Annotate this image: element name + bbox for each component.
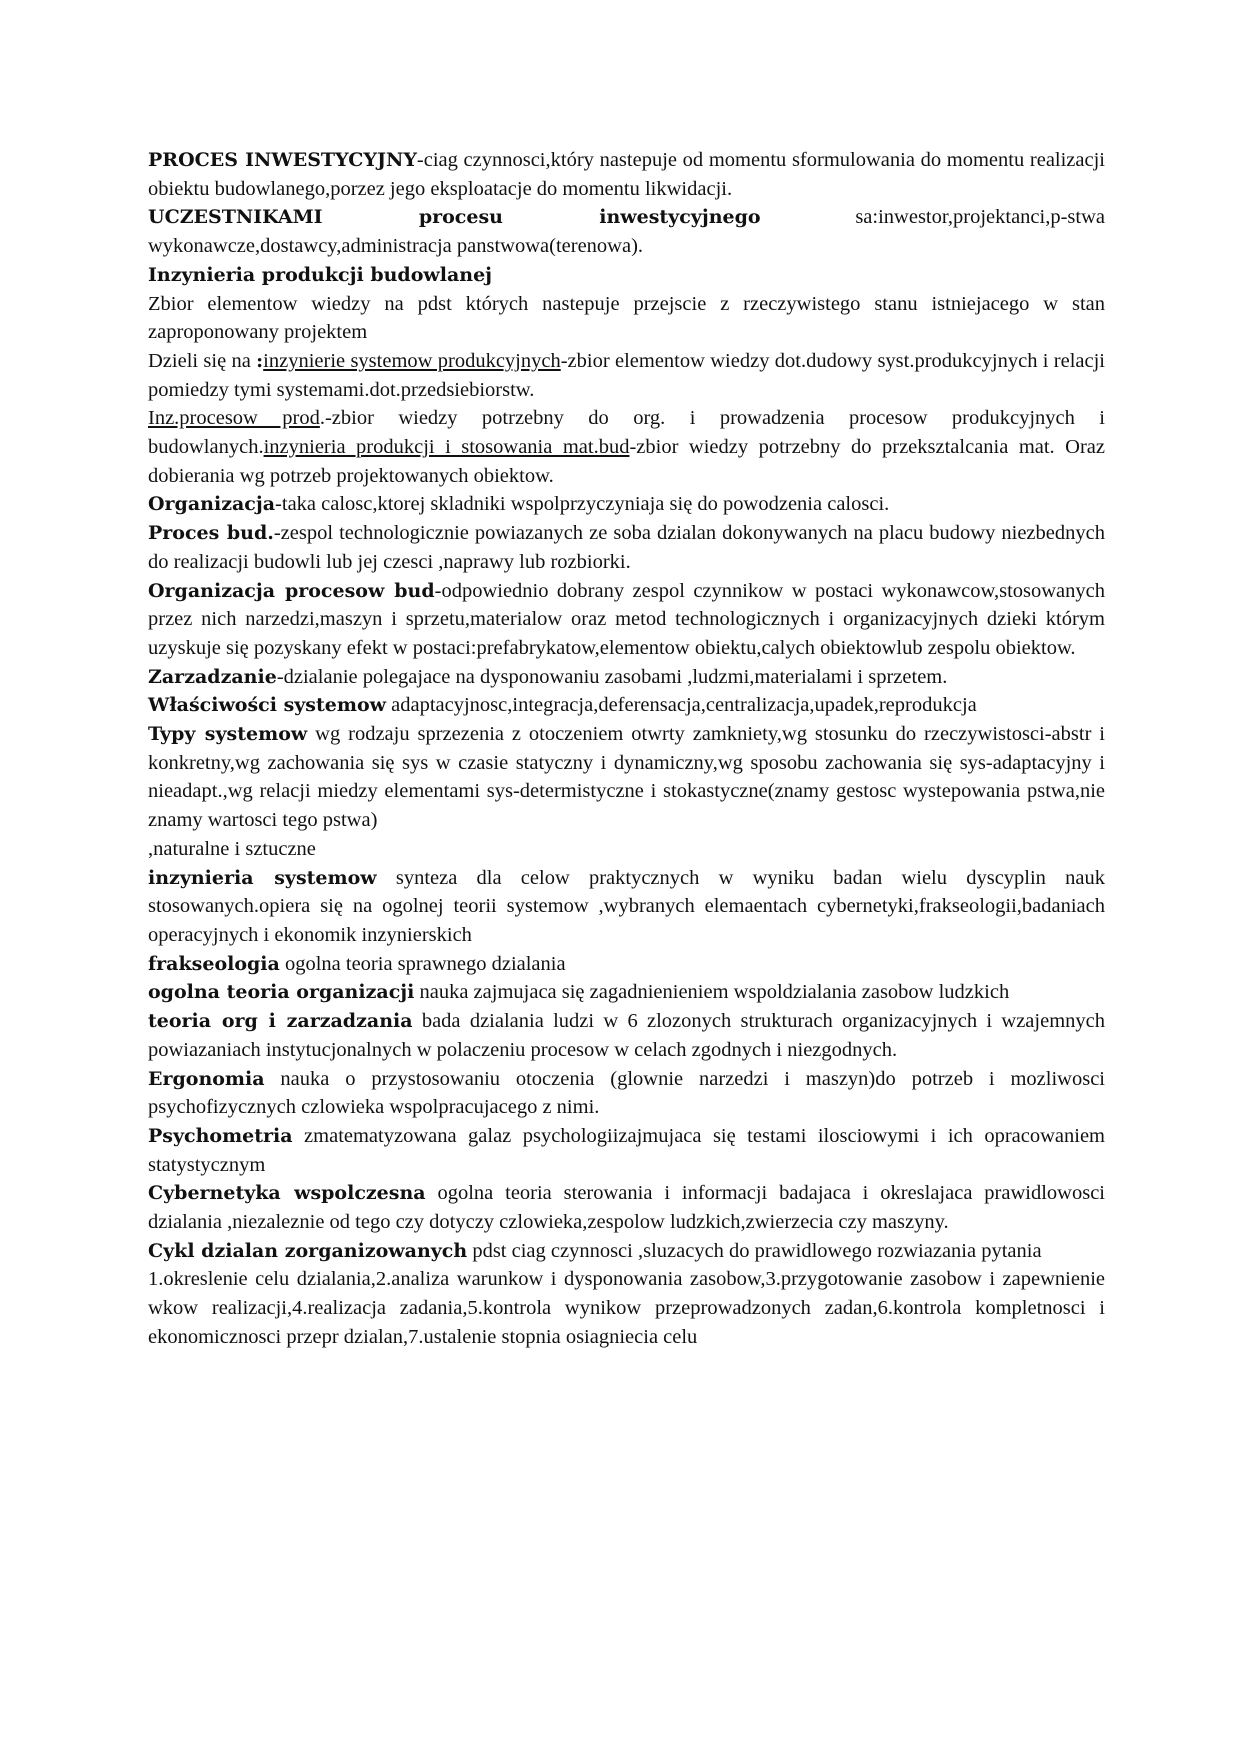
definition: nauka o przystosowaniu otoczenia (glownie narzedzi i maszyn)do potrzeb i mozliwosci psychofizycznych czlowieka wspolpracujacego z nimi. <box>148 1067 1105 1119</box>
definition: -zbior elementow wiedzy dot.dudowy syst.produkcyjnych i relacji pomiedzy tymi systemami.dot.przedsiebiorstw. <box>148 349 1105 401</box>
term: teoria org i zarzadzania <box>148 1010 413 1033</box>
paragraph-teoria-org <box>148 1007 1105 1064</box>
definition: -ciag czynnosci,który nastepuje od momentu sformulowania do momentu realizacji obiektu budowlanego,porzez jego eksploatacje do momentu likwidacji. <box>148 149 1105 200</box>
definition: .-zbior wiedzy potrzebny do org. i prowadzenia procesow produkcyjnych i budowlanych. <box>148 407 1105 459</box>
underlined-term: Inz.procesow prod <box>148 407 320 430</box>
term: Organizacja procesow bud <box>148 579 435 602</box>
definition: ,naturalne i sztuczne <box>148 837 316 860</box>
definition: ogolna teoria sprawnego dzialania <box>279 952 566 975</box>
paragraph-frakseologia <box>148 950 1105 979</box>
term: Organizacja <box>148 493 276 516</box>
definition: Zbior elementow wiedzy na pdst których nastepuje przejscie z rzeczywistego stanu istniejacego w stan zaproponowany projektem <box>148 292 1105 344</box>
term: Ergonomia <box>148 1067 265 1090</box>
term: Zarzadzanie <box>148 665 277 688</box>
term: Psychometria <box>148 1124 293 1147</box>
definition: adaptacyjnosc,integracja,deferensacja,centralizacja,upadek,reprodukcja <box>386 694 977 717</box>
text: Dzieli się na <box>148 349 257 372</box>
definition: -zbior wiedzy potrzebny do przeksztalcania mat. Oraz dobierania wg potrzeb projektowanych obiektow. <box>148 436 1105 487</box>
paragraph-ergonomia <box>148 1065 1105 1122</box>
paragraph-typy-systemow <box>148 720 1105 835</box>
term: Właściwości systemow <box>148 694 387 717</box>
term: Inzynieria produkcji budowlanej <box>148 263 493 286</box>
term: Proces bud. <box>148 522 274 545</box>
term: UCZESTNIKAMI procesu inwestycyjnego <box>148 206 761 229</box>
paragraph-naturalne <box>148 835 1105 864</box>
definition: -odpowiednio dobrany zespol czynnikow w postaci wykonawcow,stosowanych przez nich narzedzi,maszyn i sprzetu,materialow oraz metod technologicznych i organizacyjnych dzieki którym uzyskuje się pozyskany efekt w postaci:prefabrykatow,elementow obiektu,calych obiektowlub zespolu obiektow. <box>148 579 1105 659</box>
term: Typy systemow <box>148 723 308 746</box>
heading-inzynieria-produkcji <box>148 261 1105 290</box>
definition: pdst ciag czynnosci ,sluzacych do prawidlowego rozwiazania pytania <box>467 1239 1042 1262</box>
definition: nauka zajmujaca się zagadnienieniem wspoldzialania zasobow ludzkich <box>414 981 1010 1004</box>
paragraph-zbior-elementow <box>148 290 1105 347</box>
definition: -taka calosc,ktorej skladniki wspolprzyczyniaja się do powodzenia calosci. <box>275 493 890 516</box>
definition: -dzialanie polegajace na dysponowaniu zasobami ,ludzmi,materialami i sprzetem. <box>276 665 948 688</box>
paragraph-organizacja <box>148 490 1105 519</box>
underlined-term: inzynieria produkcji i stosowania mat.bud <box>263 436 630 459</box>
term: frakseologia <box>148 952 280 975</box>
paragraph-dzieli-sie <box>148 347 1105 404</box>
paragraph-cybernetyka <box>148 1179 1105 1236</box>
term: PROCES INWESTYCYJNY <box>148 149 417 171</box>
paragraph-cykl-dzialan <box>148 1237 1105 1266</box>
definition: zmatematyzowana galaz psychologiizajmujaca się testami ilosciowymi i ich opracowaniem statystycznym <box>148 1124 1105 1176</box>
paragraph-proces-inwestycyjny <box>148 146 1105 203</box>
term: inzynieria systemow <box>148 866 377 889</box>
term: Cykl dzialan zorganizowanych <box>148 1239 468 1262</box>
colon: : <box>256 349 264 372</box>
paragraph-uczestnicy <box>148 203 1105 260</box>
paragraph-zarzadzanie <box>148 663 1105 692</box>
definition: ogolna teoria sterowania i informacji badajaca i okreslajaca prawidlowosci dzialania ,niezaleznie od tego czy dotyczy czlowieka,zespolow ludzkich,zwierzecia czy maszyny. <box>148 1182 1105 1234</box>
document-body <box>148 146 1105 1352</box>
underlined-term: inzynierie systemow produkcyjnych <box>263 349 561 372</box>
paragraph-cykl-kroki <box>148 1265 1105 1351</box>
definition: wg rodzaju sprzezenia z otoczeniem otwrty zamkniety,wg stosunku do rzeczywistosci-abstr i konkretny,wg zachowania się sys w czasie statyczny i dynamiczny,wg sposobu zachowania się sys-adaptacyjny i nieadapt.,wg relacji miedzy elementami sys-determistyczne i stokastyczne(znamy gestosc wystepowania pstwa,nie znamy wartosci tego pstwa) <box>148 723 1105 832</box>
definition: synteza dla celow praktycznych w wyniku badan wielu dyscyplin nauk stosowanych.opiera się na ogolnej teorii systemow ,wybranych elemaentach cybernetyki,frakseologii,badaniach operacyjnych i ekonomik inzynierskich <box>148 866 1105 946</box>
term: Cybernetyka wspolczesna <box>148 1182 426 1205</box>
definition: -zespol technologicznie powiazanych ze soba dzialan dokonywanych na placu budowy niezbednych do realizacji budowli lub jej czesci ,naprawy lub rozbiorki. <box>148 522 1105 573</box>
paragraph-wlasciwosci <box>148 691 1105 720</box>
paragraph-psychometria <box>148 1122 1105 1179</box>
term: ogolna teoria organizacji <box>148 981 415 1004</box>
definition: 1.okreslenie celu dzialania,2.analiza warunkow i dysponowania zasobow,3.przygotowanie zasobow i zapewnienie wkow realizacji,4.realizacja zadania,5.kontrola wynikow przeprowadzonych zadan,6.kontrola kompletnosci i ekonomicznosci przepr dzialan,7.ustalenie stopnia osiagniecia celu <box>148 1268 1105 1348</box>
paragraph-ogolna-teoria <box>148 978 1105 1007</box>
definition: sa:inwestor,projektanci,p-stwa wykonawcze,dostawcy,administracja panstwowa(terenowa). <box>148 206 1105 258</box>
paragraph-inzynieria-systemow <box>148 864 1105 950</box>
paragraph-proces-bud <box>148 519 1105 576</box>
definition: bada dzialania ludzi w 6 zlozonych strukturach organizacyjnych i wzajemnych powiazaniach instytucjonalnych w polaczeniu procesow w celach zgodnych i niezgodnych. <box>148 1010 1105 1061</box>
paragraph-inz-procesow <box>148 404 1105 490</box>
paragraph-organizacja-procesow <box>148 577 1105 663</box>
